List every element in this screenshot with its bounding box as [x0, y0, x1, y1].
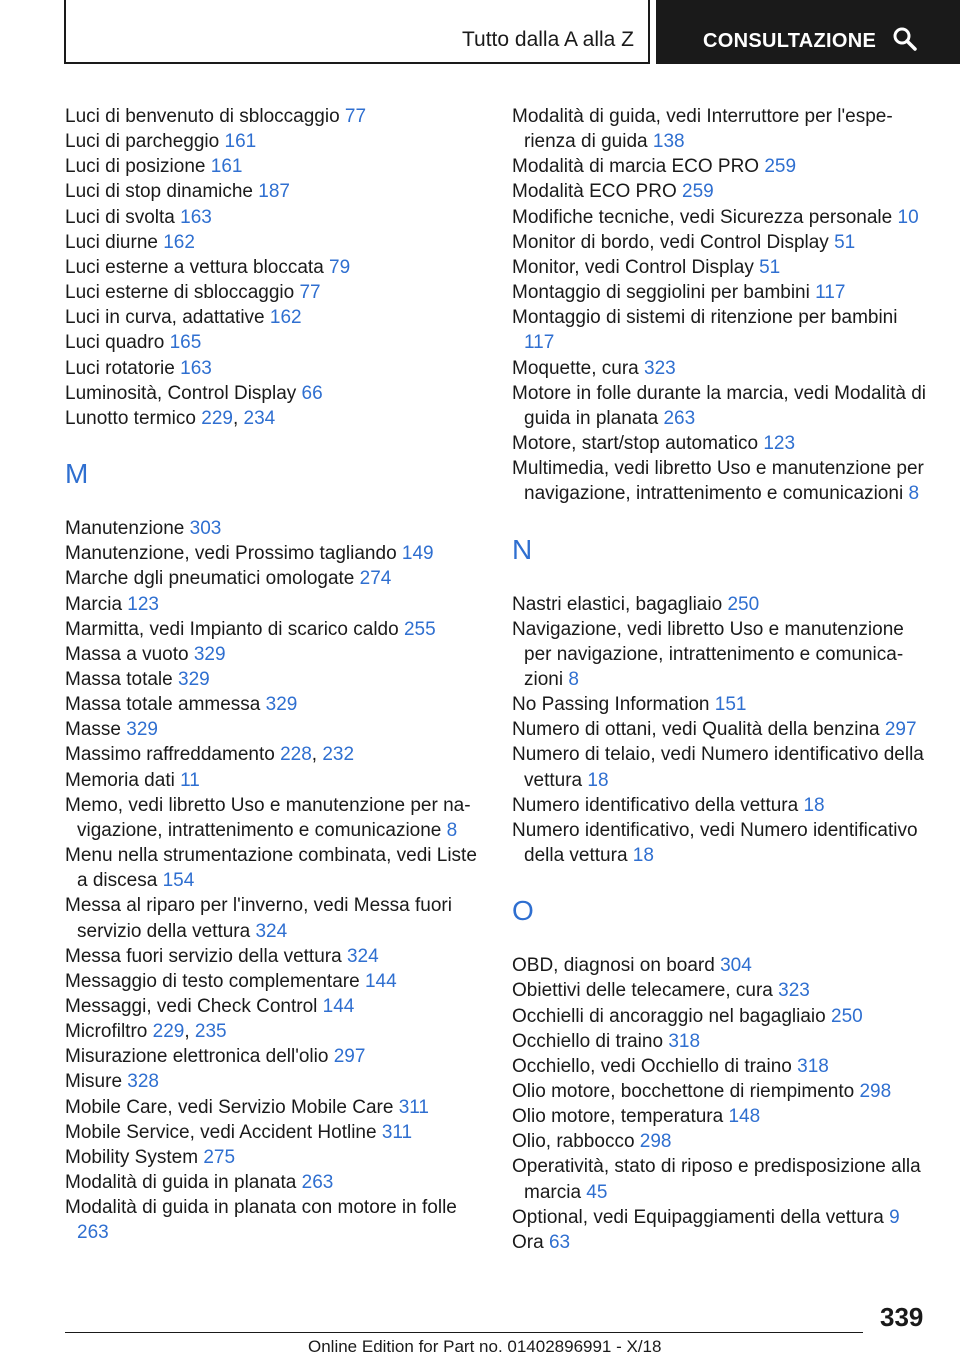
- index-entry: [512, 1104, 932, 1129]
- index-entry-term: Operatività, stato di riposo e predisposizione alla marcia: [512, 1156, 921, 1203]
- index-entry-term: Occhiello di traino: [512, 1030, 664, 1052]
- index-entry-term: Massa a vuoto: [65, 643, 189, 665]
- index-entry-term: Modalità di guida, vedi Interruttore per l'esperienza di guida: [512, 106, 893, 153]
- index-entry-term: Massa totale: [65, 668, 173, 690]
- page-reference-link[interactable]: 117: [524, 332, 555, 354]
- page-reference-link[interactable]: 275: [203, 1146, 236, 1168]
- page-reference-link[interactable]: 117: [815, 282, 846, 304]
- index-entry-term: Luci rotatorie: [65, 357, 175, 379]
- index-entry-term: Mobility System: [65, 1146, 199, 1168]
- page-reference-link[interactable]: 151: [714, 694, 747, 716]
- index-entry-term: Messa fuori servizio della vettura: [65, 945, 342, 967]
- index-entry-term: Luci di parcheggio: [65, 131, 220, 153]
- index-entry: [65, 642, 485, 667]
- index-entry: [512, 978, 932, 1003]
- page-reference-link[interactable]: 228: [280, 744, 312, 766]
- index-entry: [65, 1120, 485, 1145]
- page-reference-link[interactable]: 329: [126, 719, 158, 741]
- index-entry-term: Messa al riparo per l'inverno, vedi Messa fuori servizio della vettura: [65, 895, 452, 942]
- index-entry-term: Navigazione, vedi libretto Uso e manutenzione per navigazione, intrattenimento e comunicazioni: [512, 618, 904, 690]
- index-entry: [512, 1054, 932, 1079]
- index-entry: [512, 592, 932, 617]
- page-reference-link[interactable]: 154: [162, 870, 195, 892]
- index-entry-term: Misurazione elettronica dell'olio: [65, 1046, 329, 1068]
- page-reference-link[interactable]: 328: [127, 1071, 159, 1093]
- index-entry-term: Manutenzione: [65, 518, 185, 540]
- page-reference-link[interactable]: 297: [884, 719, 917, 741]
- page-reference-link[interactable]: 8: [446, 819, 458, 841]
- index-entry-term: Luci di stop dinamiche: [65, 181, 253, 203]
- index-entry-term: Massa totale ammessa: [65, 694, 261, 716]
- index-entry-term: Olio, rabbocco: [512, 1131, 635, 1153]
- index-entry: [512, 717, 932, 742]
- page-reference-link[interactable]: 250: [831, 1005, 863, 1027]
- index-entry: [512, 617, 932, 692]
- index-entry-term: Modalità di guida in planata: [65, 1172, 297, 1194]
- index-entry-term: Occhielli di ancoraggio nel bagagliaio: [512, 1005, 826, 1027]
- page-reference-link[interactable]: 298: [859, 1081, 892, 1102]
- index-entry: [512, 692, 932, 717]
- page-reference-link[interactable]: 329: [178, 668, 210, 690]
- index-entry: [65, 154, 485, 179]
- index-entry-term: Numero di ottani, vedi Qualità della benzina: [512, 719, 880, 741]
- index-entry: [512, 1154, 932, 1204]
- index-entry-term: Luci di posizione: [65, 156, 206, 178]
- index-entry-term: Numero identificativo della vettura: [512, 794, 799, 816]
- page-reference-link[interactable]: 274: [359, 568, 392, 590]
- index-entry: [512, 356, 932, 381]
- index-entry-term: Masse: [65, 719, 121, 741]
- index-entry: [65, 230, 485, 255]
- page-reference-link[interactable]: 263: [77, 1222, 109, 1244]
- index-entry: [512, 431, 932, 456]
- index-entry: [512, 793, 932, 818]
- page-reference-link[interactable]: 161: [210, 156, 243, 178]
- page-reference-link[interactable]: 235: [194, 1021, 227, 1043]
- index-entry: [65, 994, 485, 1019]
- index-entry-term: Luci in curva, adattative: [65, 307, 265, 329]
- page-reference-link[interactable]: 263: [663, 407, 696, 429]
- page-reference-link[interactable]: 163: [180, 206, 212, 228]
- page-reference-link[interactable]: 10: [897, 206, 919, 228]
- index-entry: [65, 1145, 485, 1170]
- index-entry-term: Modalità ECO PRO: [512, 181, 677, 203]
- index-entry: [65, 969, 485, 994]
- page-reference-link[interactable]: 163: [180, 357, 212, 379]
- index-entry-term: Luminosità, Control Display: [65, 382, 297, 404]
- index-entry-term: OBD, diagnosi on board: [512, 955, 715, 977]
- index-entry-term: Occhiello, vedi Occhiello di traino: [512, 1055, 792, 1077]
- page-reference-link[interactable]: 123: [127, 593, 159, 615]
- index-entry: [65, 717, 485, 742]
- index-entry: [512, 255, 932, 280]
- index-entry: [65, 1069, 485, 1094]
- page-reference-link[interactable]: 9: [889, 1206, 900, 1228]
- page-reference-link[interactable]: 162: [163, 231, 195, 253]
- page-reference-link[interactable]: 51: [759, 256, 781, 278]
- index-entry: [65, 330, 485, 355]
- page-reference-link[interactable]: 259: [764, 156, 797, 178]
- index-letter-heading: N: [512, 533, 533, 565]
- page-reference-link[interactable]: 8: [568, 668, 579, 690]
- index-entry: [512, 1079, 932, 1104]
- index-entry: [65, 205, 485, 230]
- index-entry-term: No Passing Information: [512, 694, 710, 716]
- index-entry-term: Memo, vedi libretto Uso e manutenzione per navigazione, intrattenimento e comunicazione: [65, 794, 471, 841]
- index-entry: [512, 104, 932, 154]
- section-tab[interactable]: [64, 0, 650, 64]
- page-reference-link[interactable]: 324: [255, 920, 288, 942]
- page-reference-link[interactable]: 318: [797, 1055, 829, 1077]
- index-entry-term: Memoria dati: [65, 769, 175, 791]
- index-entry: [65, 843, 485, 893]
- index-entry-term: Motore, start/stop automatico: [512, 433, 759, 455]
- index-entry-term: Modalità di marcia ECO PRO: [512, 156, 760, 178]
- index-column-left: [65, 104, 485, 1246]
- index-entry: [512, 179, 932, 204]
- index-entry: [65, 793, 485, 843]
- page-reference-link[interactable]: 234: [243, 407, 276, 429]
- page-reference-link[interactable]: 304: [720, 955, 752, 977]
- index-entry-term: Ora: [512, 1231, 544, 1253]
- chapter-title: CONSULTAZIONE: [703, 30, 877, 52]
- index-entry-term: Optional, vedi Equipaggiamenti della vettura: [512, 1206, 884, 1228]
- index-entry-term: Microfiltro: [65, 1021, 148, 1043]
- index-entry: [65, 893, 485, 943]
- page-reference-link[interactable]: 77: [299, 282, 321, 304]
- page-reference-link[interactable]: 66: [301, 382, 323, 404]
- index-entry-term: Menu nella strumentazione combinata, vedi Liste a discesa: [65, 845, 477, 892]
- index-entry: [512, 456, 932, 506]
- page-reference-link[interactable]: 329: [265, 694, 298, 716]
- index-entry: [65, 280, 485, 305]
- index-entry-term: Monitor di bordo, vedi Control Display: [512, 231, 829, 253]
- index-entry-term: Luci diurne: [65, 231, 158, 253]
- index-entry: [512, 154, 932, 179]
- page-reference-link[interactable]: 187: [258, 181, 290, 203]
- page-reference-link[interactable]: 229: [152, 1021, 185, 1043]
- index-entry: [512, 1004, 932, 1029]
- index-entry-term: Luci di benvenuto di sbloccaggio: [65, 106, 340, 127]
- index-entry-term: Olio motore, bocchettone di riempimento: [512, 1081, 855, 1102]
- index-entry: [65, 1095, 485, 1120]
- index-entry: [65, 617, 485, 642]
- page-reference-link[interactable]: 123: [763, 433, 796, 455]
- index-entry-term: Numero di telaio, vedi Numero identificativo della vettura: [512, 744, 924, 791]
- index-entry-term: Marche dgli pneumatici omologate: [65, 568, 355, 590]
- page-reference-link[interactable]: 232: [322, 744, 355, 766]
- page-reference-link[interactable]: 298: [639, 1131, 672, 1153]
- index-entry: [512, 305, 932, 355]
- index-entry: [512, 1205, 932, 1230]
- page-reference-link[interactable]: 259: [682, 181, 714, 203]
- index-entry-term: Luci esterne di sbloccaggio: [65, 282, 295, 304]
- section-title: Tutto dalla A alla Z: [462, 28, 634, 51]
- page-reference-link[interactable]: 18: [803, 794, 825, 816]
- page-header: [0, 0, 960, 66]
- index-entry: [65, 541, 485, 566]
- index-entry-term: Marcia: [65, 593, 123, 615]
- index-entry: [65, 944, 485, 969]
- index-entry: [512, 230, 932, 255]
- page-reference-link[interactable]: 18: [587, 769, 609, 791]
- index-letter-heading: M: [65, 458, 89, 490]
- index-entry-term: Mobile Service, vedi Accident Hotline: [65, 1121, 377, 1143]
- page-reference-link[interactable]: 148: [728, 1106, 761, 1128]
- index-entry: [65, 356, 485, 381]
- index-entry: [65, 255, 485, 280]
- index-entry: [512, 1029, 932, 1054]
- page-reference-link[interactable]: 45: [586, 1181, 608, 1203]
- page-reference-link[interactable]: 255: [403, 618, 436, 640]
- page-reference-link[interactable]: 77: [344, 106, 367, 127]
- index-entry-term: Messaggi, vedi Check Control: [65, 996, 318, 1017]
- index-entry: [65, 179, 485, 204]
- index-entry-term: Modalità di guida in planata con motore in folle: [65, 1197, 457, 1219]
- page-reference-link[interactable]: 311: [381, 1121, 413, 1143]
- index-entry-term: Lunotto termico: [65, 407, 196, 429]
- page-reference-link[interactable]: 318: [668, 1030, 701, 1052]
- index-entry: [65, 129, 485, 154]
- index-entry: [65, 768, 485, 793]
- index-entry: [65, 381, 485, 406]
- index-entry: [512, 1230, 932, 1255]
- index-entry-term: Moquette, cura: [512, 357, 639, 379]
- index-entry: [512, 381, 932, 431]
- index-entry-term: Massimo raffreddamento: [65, 744, 275, 766]
- page-reference-link[interactable]: 297: [333, 1046, 366, 1068]
- page-reference-link[interactable]: 250: [727, 593, 760, 615]
- page-reference-link[interactable]: 63: [548, 1231, 571, 1253]
- index-entry-term: Marmitta, vedi Impianto di scarico caldo: [65, 618, 399, 640]
- index-entry-term: Montaggio di sistemi di ritenzione per bambini: [512, 307, 898, 329]
- page-reference-link[interactable]: 138: [652, 131, 685, 153]
- search-icon[interactable]: [892, 26, 918, 52]
- index-entry-term: Misure: [65, 1071, 123, 1093]
- page-reference-link[interactable]: 18: [632, 845, 654, 867]
- index-entry-term: Multimedia, vedi libretto Uso e manutenzione per navigazione, intrattenimento e comunicazioni: [512, 458, 924, 505]
- index-entry: [65, 667, 485, 692]
- index-entry: [65, 592, 485, 617]
- page-reference-link[interactable]: 329: [193, 643, 226, 665]
- index-entry-term: Luci quadro: [65, 332, 165, 354]
- page-reference-link[interactable]: 229: [201, 407, 233, 429]
- index-entry: [65, 1044, 485, 1069]
- index-entry-term: Montaggio di seggiolini per bambini: [512, 282, 810, 304]
- index-entry-term: Motore in folle durante la marcia, vedi Modalità di guida in planata: [512, 382, 926, 429]
- index-entry: [65, 516, 485, 541]
- page-reference-link[interactable]: 165: [169, 332, 202, 354]
- index-entry: [512, 280, 932, 305]
- index-entry: [512, 818, 932, 868]
- index-entry-term: Mobile Care, vedi Servizio Mobile Care: [65, 1096, 394, 1118]
- index-entry-term: Luci di svolta: [65, 206, 175, 228]
- page-reference-link[interactable]: 79: [329, 256, 351, 278]
- page-reference-link[interactable]: 324: [346, 945, 379, 967]
- index-entry-term: Luci esterne a vettura bloccata: [65, 256, 324, 278]
- page-reference-link[interactable]: 8: [908, 483, 920, 505]
- page-reference-link[interactable]: 51: [834, 231, 856, 253]
- index-entry: [512, 953, 932, 978]
- index-entry: [65, 104, 485, 129]
- index-entry-term: Nastri elastici, bagagliaio: [512, 593, 723, 615]
- index-entry: [65, 692, 485, 717]
- page-reference-link[interactable]: 161: [224, 131, 257, 153]
- index-entry: [512, 1129, 932, 1154]
- page-reference-link[interactable]: 323: [778, 980, 810, 1002]
- page-reference-link[interactable]: 263: [301, 1172, 334, 1194]
- index-entry-term: Monitor, vedi Control Display: [512, 256, 754, 278]
- chapter-tab[interactable]: [656, 0, 960, 64]
- page-number: 339: [880, 1302, 924, 1332]
- index-entry: Microfiltro 229, 235: [65, 1021, 227, 1043]
- index-entry-term: Modifiche tecniche, vedi Sicurezza personale: [512, 206, 893, 228]
- index-entry-term: Manutenzione, vedi Prossimo tagliando: [65, 543, 397, 565]
- index-entry: [65, 1195, 485, 1245]
- index-letter-heading: O: [512, 895, 534, 927]
- page-reference-link[interactable]: 162: [269, 307, 302, 329]
- index-entry-term: Obiettivi delle telecamere, cura: [512, 980, 773, 1002]
- page-reference-link[interactable]: 149: [401, 543, 434, 565]
- page-reference-link[interactable]: 144: [322, 996, 355, 1017]
- index-entry: [65, 305, 485, 330]
- index-entry: [512, 742, 932, 792]
- footer-text: Online Edition for Part no. 01402896991 - X/18: [308, 1337, 662, 1356]
- index-entry: [65, 1170, 485, 1195]
- index-entry: Massimo raffreddamento 228, 232: [65, 744, 355, 766]
- index-column-right: [512, 104, 932, 1255]
- page-reference-link[interactable]: 144: [364, 970, 397, 992]
- footer-divider: [65, 1332, 863, 1333]
- page-reference-link[interactable]: 311: [398, 1096, 429, 1118]
- index-entry-term: Numero identificativo, vedi Numero identificativo della vettura: [512, 819, 918, 867]
- index-entry: [512, 205, 932, 230]
- index-entry-term: Olio motore, temperatura: [512, 1106, 724, 1128]
- page-reference-link[interactable]: 303: [189, 518, 222, 540]
- page-reference-link[interactable]: 11: [180, 769, 200, 791]
- index-entry-term: Messaggio di testo complementare: [65, 970, 360, 992]
- index-entry: [65, 566, 485, 591]
- page-reference-link[interactable]: 323: [644, 357, 676, 379]
- index-entry: Lunotto termico 229, 234: [65, 407, 276, 429]
